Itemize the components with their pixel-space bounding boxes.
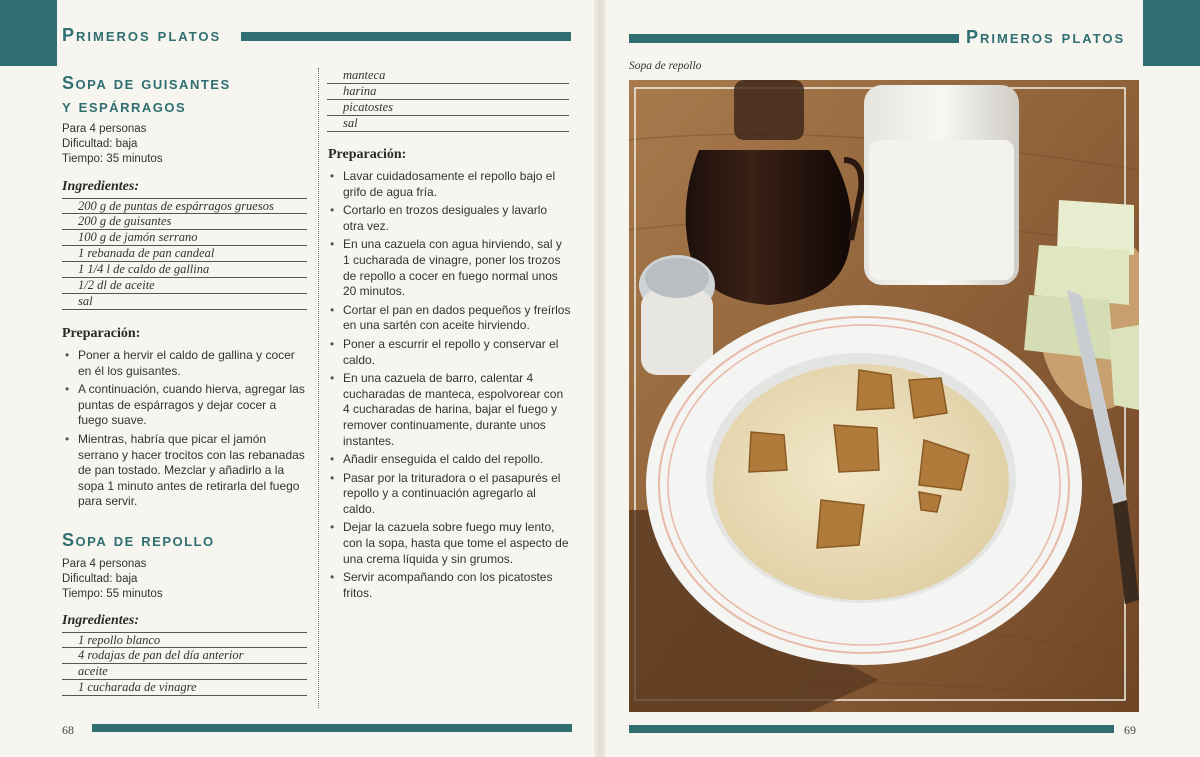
- recipe1-preparation-heading: Preparación:: [62, 326, 141, 341]
- ingredient-item: 1 1/4 l de caldo de gallina: [62, 262, 307, 278]
- flour-jar: [864, 85, 1019, 285]
- ingredient-item: 200 g de guisantes: [62, 214, 307, 230]
- preparation-step: • En una cazuela con agua hirviendo, sal y 1 cucharada de vinagre, poner los trozos de repollo a cocer en fuego normal unos 20 minutos.: [329, 237, 571, 299]
- right-header-title: Primeros platos: [966, 27, 1126, 47]
- left-color-tab: [0, 0, 57, 66]
- recipe1-meta: [62, 122, 163, 167]
- ingredient-item: aceite: [62, 664, 307, 680]
- preparation-step: • Añadir enseguida el caldo del repollo.: [329, 452, 571, 468]
- preparation-step: • Poner a escurrir el repollo y conservar el caldo.: [329, 337, 571, 368]
- ingredient-item: 1 repollo blanco: [62, 632, 307, 648]
- ingredient-item: picatostes: [327, 100, 569, 116]
- recipe1-steps: [64, 348, 308, 513]
- right-footer-bar: [629, 725, 1114, 733]
- ingredient-item: 1 cucharada de vinagre: [62, 680, 307, 696]
- preparation-step: • Mientras, habría que picar el jamón serrano y hacer trocitos con las rebanadas de pan tostado. Mezclar y añadirlo a la sopa 1 minuto antes de retirarla del fuego para servir.: [64, 432, 308, 510]
- preparation-step: • A continuación, cuando hierva, agregar las puntas de espárragos y dejar cocer a fuego suave.: [64, 382, 308, 429]
- recipe2-ingredients-heading: Ingredientes:: [62, 613, 139, 628]
- recipe2-title: Sopa de repollo: [62, 530, 215, 550]
- right-page-number: 69: [1124, 723, 1136, 737]
- book-gutter: [594, 0, 606, 757]
- recipe2-servings: Para 4 personas: [62, 558, 147, 570]
- right-header-bar: [629, 34, 959, 43]
- preparation-step: • Pasar por la trituradora o el pasapurés el repollo y a continuación agregarlo al caldo.: [329, 471, 571, 518]
- recipe2-difficulty: Dificultad: baja: [62, 573, 138, 585]
- recipe1-ingredients-list: [62, 198, 307, 310]
- ingredient-item: harina: [327, 84, 569, 100]
- ingredient-item: 1 rebanada de pan candeal: [62, 246, 307, 262]
- salt-shaker: [639, 255, 715, 375]
- preparation-step: • Lavar cuidadosamente el repollo bajo el grifo de agua fría.: [329, 169, 571, 200]
- ingredient-item: 200 g de puntas de espárragos gruesos: [62, 198, 307, 214]
- recipe1-time: Tiempo: 35 minutos: [62, 153, 163, 165]
- preparation-step: • Dejar la cazuela sobre fuego muy lento, con la sopa, hasta que tome el aspecto de una crema líquida y sin grumos.: [329, 520, 571, 567]
- recipe1-servings: Para 4 personas: [62, 123, 147, 135]
- recipe2-ingredients-list-left: [62, 632, 307, 696]
- recipe1-title: [62, 72, 231, 118]
- preparation-step: • Poner a hervir el caldo de gallina y cocer en él los guisantes.: [64, 348, 308, 379]
- recipe1-title-line1: Sopa de guisantes: [62, 73, 231, 93]
- recipe1-title-line2: y espárragos: [62, 96, 187, 116]
- soup-photo: [629, 80, 1139, 712]
- recipe2-time: Tiempo: 55 minutos: [62, 588, 163, 600]
- left-header-bar: [241, 32, 571, 41]
- preparation-step: • Cortarlo en trozos desiguales y lavarlo otra vez.: [329, 203, 571, 234]
- recipe2-meta: [62, 557, 163, 602]
- preparation-step: • En una cazuela de barro, calentar 4 cucharadas de manteca, espolvorear con 4 cucharadas de harina, bajar el fuego y remover continuamente, durante unos instantes.: [329, 371, 571, 449]
- recipe2-preparation-heading: Preparación:: [328, 147, 407, 162]
- ingredient-item: sal: [327, 116, 569, 132]
- preparation-step: • Servir acompañando con los picatostes fritos.: [329, 570, 571, 601]
- ingredient-item: 100 g de jamón serrano: [62, 230, 307, 246]
- ingredient-item: 1/2 dl de aceite: [62, 278, 307, 294]
- recipe1-difficulty: Dificultad: baja: [62, 138, 138, 150]
- ingredient-item: manteca: [327, 68, 569, 84]
- left-footer-bar: [92, 724, 572, 732]
- recipe1-ingredients-heading: Ingredientes:: [62, 179, 139, 194]
- ingredient-item: sal: [62, 294, 307, 310]
- preparation-step: • Cortar el pan en dados pequeños y freírlos en una sartén con aceite hirviendo.: [329, 303, 571, 334]
- ingredient-item: 4 rodajas de pan del día anterior: [62, 648, 307, 664]
- left-page-number: 68: [62, 723, 74, 737]
- left-header-title: Primeros platos: [62, 25, 222, 45]
- column-divider: [318, 68, 319, 708]
- soup-plate: [646, 305, 1082, 665]
- photo-caption: Sopa de repollo: [629, 60, 702, 72]
- right-color-tab: [1143, 0, 1200, 66]
- recipe2-steps: [329, 169, 571, 604]
- recipe2-ingredients-list-right: [327, 68, 569, 132]
